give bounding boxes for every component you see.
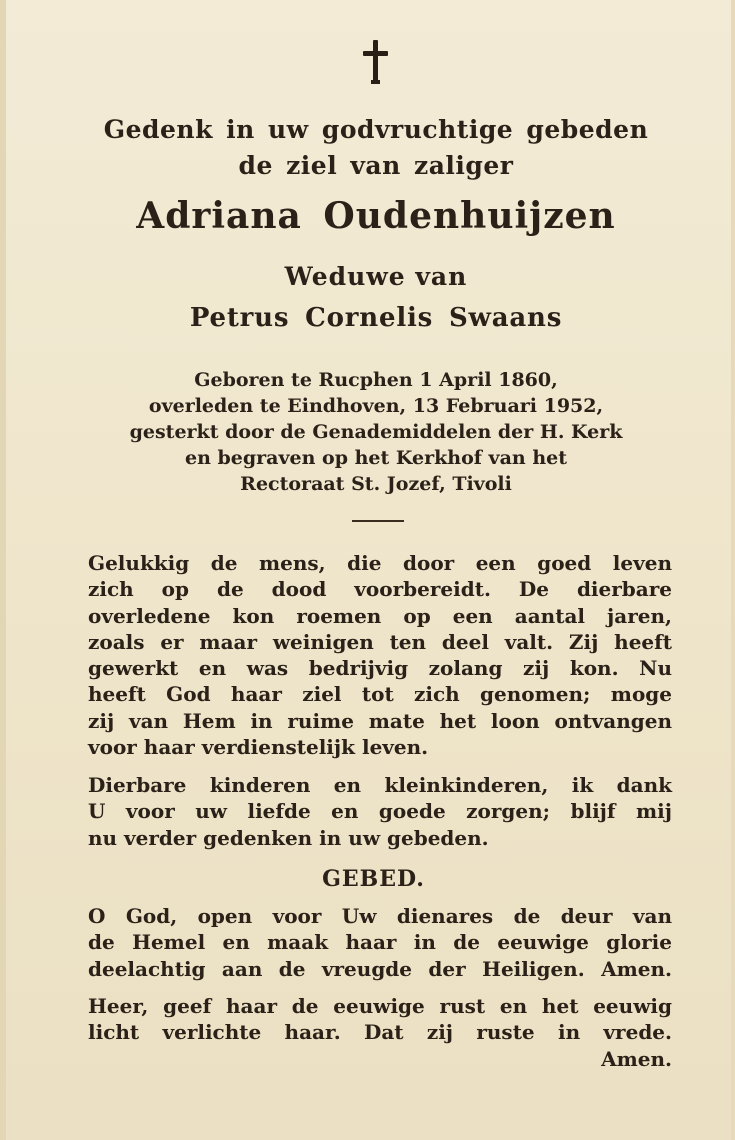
divider (352, 520, 404, 522)
prayer-heading: GEBED. (322, 866, 425, 892)
eulogy-paragraph (88, 550, 672, 760)
text-line: U voor uw liefde en goede zorgen; blijf mij (88, 799, 672, 824)
closing-prayer (88, 993, 672, 1072)
cross-icon (361, 40, 391, 86)
text-line: gewerkt en was bedrijvig zolang zij kon. Nu (88, 656, 672, 681)
biography-line: gesterkt door de Genademiddelen der H. Kerk (129, 421, 623, 443)
text-line: zich op de dood voorbereidt. De dierbare (88, 577, 672, 602)
husband-name: Petrus Cornelis Swaans (189, 303, 563, 333)
widow-of-label: Weduwe van (284, 262, 468, 291)
text-line: overledene kon roemen op een aantal jaren, (88, 603, 672, 628)
thanks-paragraph (88, 772, 672, 851)
text-line: de Hemel en maak haar in de eeuwige glorie (88, 930, 672, 955)
text-line: zij van Hem in ruime mate het loon ontvangen (88, 708, 672, 733)
text-line: Heer, geef haar de eeuwige rust en het eeuwig (88, 994, 672, 1018)
biography-line: Rectoraat St. Jozef, Tivoli (240, 473, 512, 495)
text-line: nu verder gedenken in uw gebeden. (88, 825, 489, 850)
biography-line: Geboren te Rucphen 1 April 1860, (194, 369, 558, 391)
text-line: zoals er maar weinigen ten deel valt. Zij heeft (88, 629, 672, 654)
invocation-line-1: Gedenk in uw godvruchtige gebeden (103, 115, 649, 144)
invocation-line-2: de ziel van zaliger (238, 151, 514, 180)
text-line: licht verlichte haar. Dat zij ruste in vrede. (88, 1020, 672, 1045)
closing-amen: Amen. (601, 1046, 672, 1071)
text-line: Gelukkig de mens, die door een goed leven (88, 551, 672, 575)
text-line: voor haar verdienstelijk leven. (88, 735, 429, 760)
deceased-name: Adriana Oudenhuijzen (136, 195, 616, 237)
text-line: Dierbare kinderen en kleinkinderen, ik dank (88, 773, 672, 797)
biography-line: overleden te Eindhoven, 13 Februari 1952, (148, 395, 604, 417)
text-line: O God, open voor Uw dienares de deur van (88, 904, 672, 928)
text-line: deelachtig aan de vreugde der Heiligen. Amen. (88, 956, 672, 981)
biography-line: en begraven op het Kerkhof van het (184, 447, 567, 469)
text-line: heeft God haar ziel tot zich genomen; moge (88, 682, 672, 707)
prayer-paragraph (88, 903, 672, 982)
